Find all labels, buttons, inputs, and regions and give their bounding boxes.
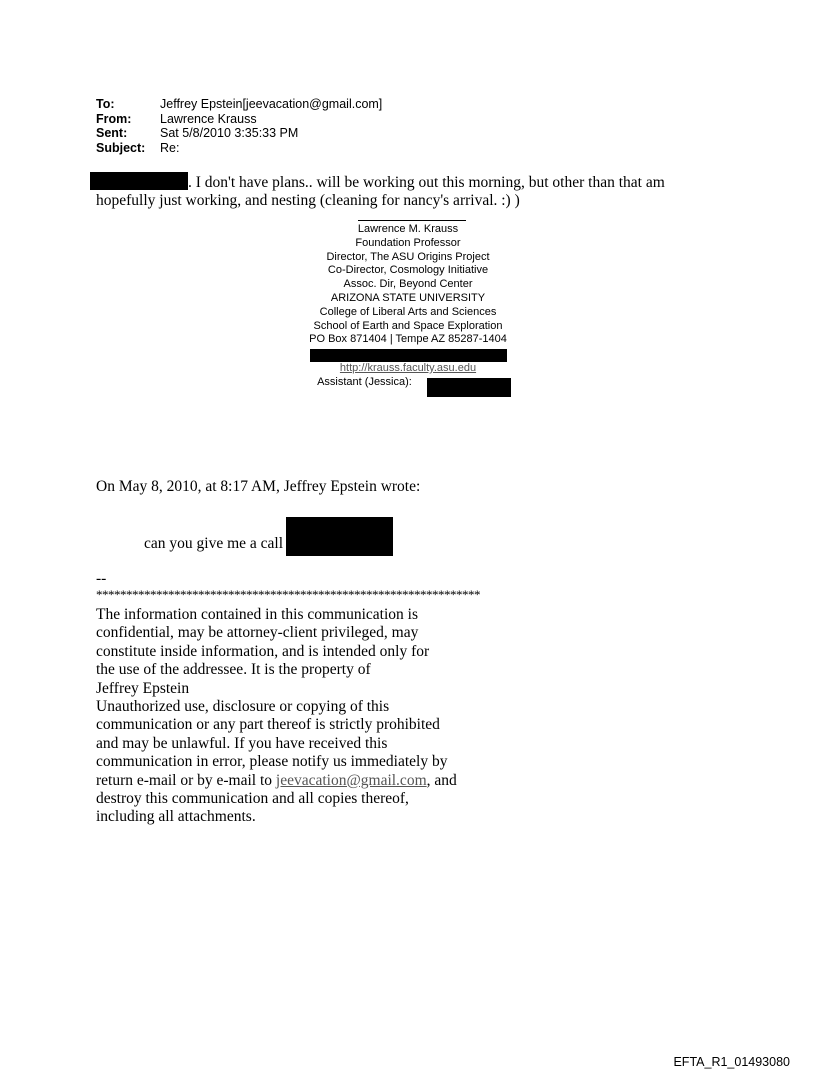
message-line-2: hopefully just working, and nesting (cleaning for nancy's arrival. :) ) — [96, 192, 520, 209]
website-link[interactable]: http://krauss.faculty.asu.edu — [339, 362, 477, 374]
disclaimer-block — [96, 606, 457, 827]
signature-name: Lawrence M. Krauss — [357, 223, 459, 235]
signature-address: PO Box 871404 | Tempe AZ 85287-1404 — [309, 333, 507, 346]
disclaimer-line: and may be unlawful. If you have received this — [96, 734, 388, 752]
header-subject-row — [96, 141, 382, 156]
signature-title: Foundation Professor — [355, 236, 461, 249]
disclaimer-line: communication or any part thereof is strictly prohibited — [96, 716, 440, 734]
return-suffix: , and — [426, 771, 457, 789]
to-label: To: — [96, 97, 115, 111]
disclaimer-line: including all attachments. — [96, 808, 256, 826]
signature-codirector: Co-Director, Cosmology Initiative — [327, 264, 489, 277]
disclaimer-line: destroy this communication and all copies thereof, — [96, 790, 409, 808]
signature-college: College of Liberal Arts and Sciences — [319, 305, 497, 318]
signature-university: ARIZONA STATE UNIVERSITY — [330, 291, 486, 304]
redaction-bar-greeting — [90, 172, 188, 190]
signature-block — [258, 223, 558, 347]
disclaimer-line: The information contained in this communication is — [96, 606, 418, 623]
quote-attribution: On May 8, 2010, at 8:17 AM, Jeffrey Epstein wrote: — [96, 478, 421, 495]
assistant-line — [258, 376, 558, 390]
disclaimer-line: confidential, may be attorney-client privileged, may — [96, 624, 419, 642]
separator-dashes: -- — [96, 570, 107, 587]
signature-contact — [258, 362, 558, 390]
redaction-bar-phone — [310, 349, 507, 362]
from-label: From: — [96, 111, 132, 126]
message-line-1: . I don't have plans.. will be working out this morning, but other than that am — [188, 174, 665, 191]
signature-divider — [358, 220, 466, 221]
email-link[interactable]: jeevacation@gmail.com — [275, 771, 427, 789]
sent-value: Sat 5/8/2010 3:35:33 PM — [160, 126, 299, 140]
from-value: Lawrence Krauss — [160, 111, 257, 126]
document-id: EFTA_R1_01493080 — [673, 1055, 790, 1069]
signature-assoc-dir: Assoc. Dir, Beyond Center — [343, 278, 473, 291]
signature-director: Director, The ASU Origins Project — [326, 250, 490, 263]
sent-label: Sent: — [96, 126, 128, 140]
disclaimer-line: the use of the addressee. It is the property of — [96, 661, 371, 679]
disclaimer-line: Unauthorized use, disclosure or copying of this — [96, 698, 390, 716]
email-header — [96, 97, 382, 155]
subject-label: Subject: — [96, 140, 146, 155]
disclaimer-line: communication in error, please notify us immediately by — [96, 753, 448, 771]
redaction-bar-quote — [286, 517, 393, 556]
redaction-bar-assistant-phone — [427, 378, 511, 397]
signature-school: School of Earth and Space Exploration — [313, 319, 503, 332]
header-sent-row — [96, 126, 382, 141]
header-from-row — [96, 112, 382, 127]
return-prefix: return e-mail or by e-mail to — [96, 771, 276, 789]
assistant-label: Assistant (Jessica): — [317, 375, 415, 388]
header-to-row — [96, 97, 382, 112]
disclaimer-line: constitute inside information, and is intended only for — [96, 642, 430, 660]
disclaimer-return-line — [96, 772, 457, 790]
subject-value: Re: — [160, 140, 180, 155]
to-value: Jeffrey Epstein[jeevacation@gmail.com] — [160, 97, 383, 111]
quoted-text: can you give me a call — [144, 535, 284, 552]
separator-stars: **************************************************************** — [96, 587, 480, 602]
disclaimer-line: Jeffrey Epstein — [96, 679, 190, 697]
